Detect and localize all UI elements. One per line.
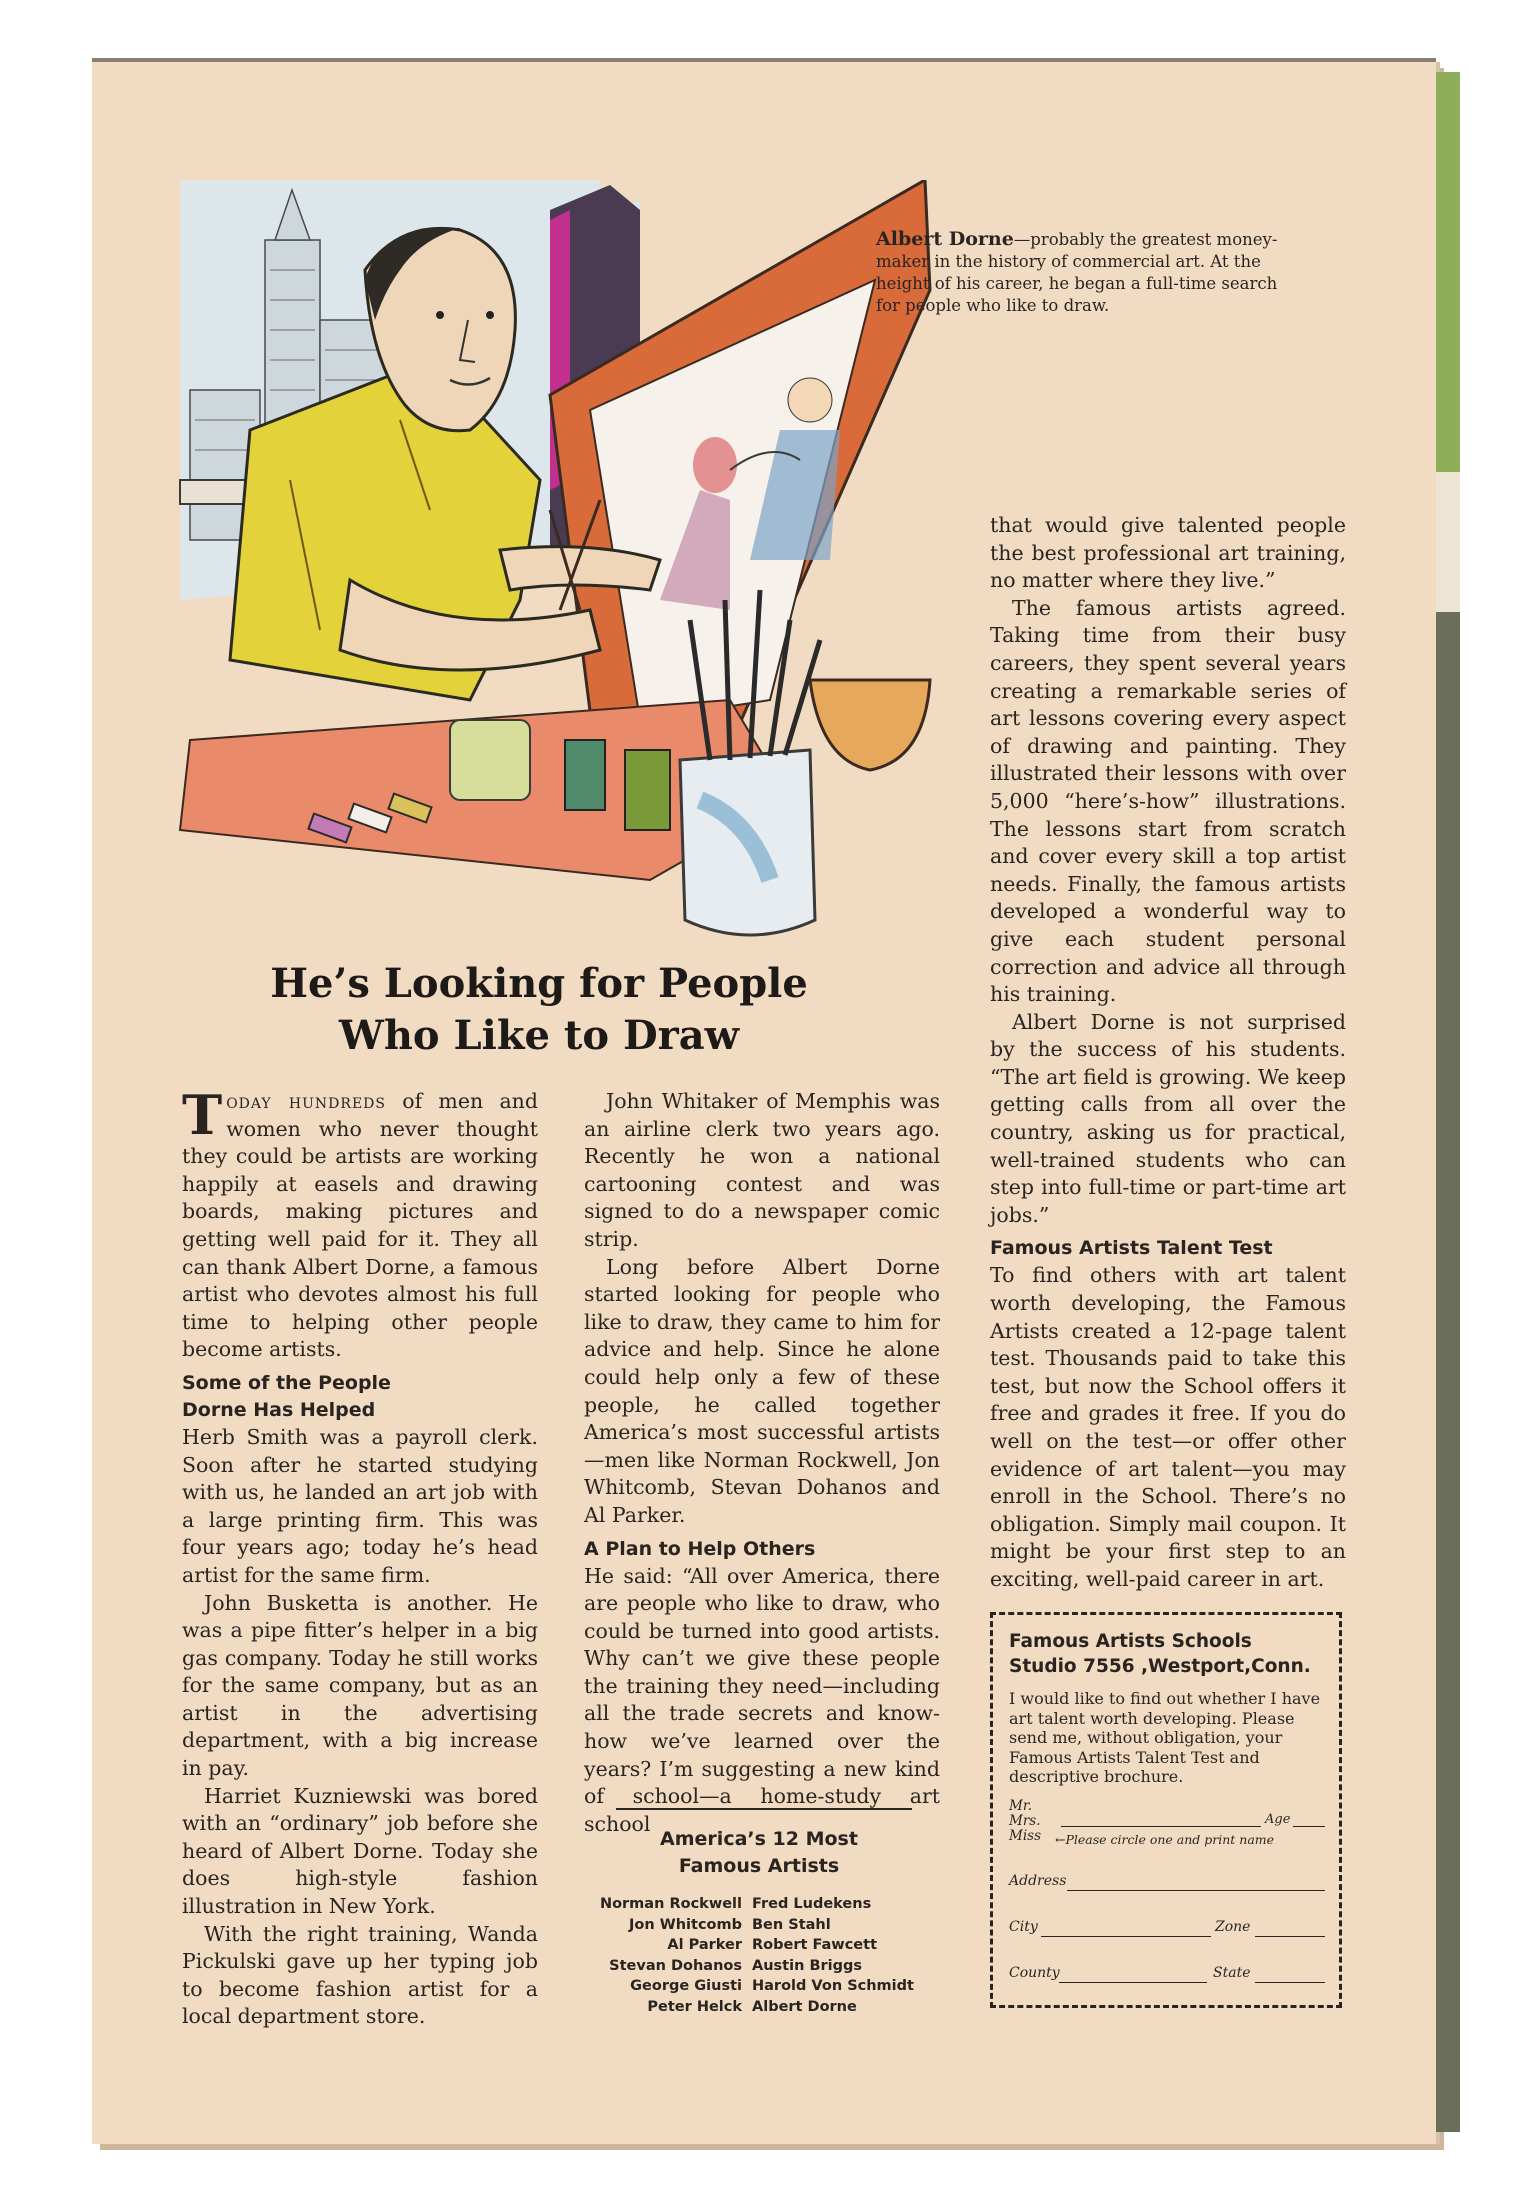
divider-rule <box>616 1808 912 1810</box>
artist-name: Ben Stahl <box>752 1916 831 1933</box>
coupon-studio-address: Studio 7556 ,Westport,Conn. <box>1009 1656 1311 1677</box>
paragraph-that-would-give: that would give talented people the best professional art training, no matter where they live.” <box>990 513 1346 593</box>
zone-label: Zone <box>1215 1918 1251 1935</box>
subhead-talent-test: Famous Artists Talent Test <box>990 1237 1273 1260</box>
artist-name: Peter Helck <box>647 1998 742 2015</box>
artist-name: Jon Whitcomb <box>629 1916 742 1933</box>
subhead-line-2: Dorne Has Helped <box>182 1398 376 1421</box>
subhead-plan: A Plan to Help Others <box>584 1537 816 1560</box>
age-label: Age <box>1265 1811 1291 1827</box>
mail-coupon[interactable] <box>990 1612 1342 2008</box>
headline-line-2: Who Like to Draw <box>338 1012 740 1059</box>
paragraph-famous-artists-agreed: The famous artists agreed. Taking time from their busy careers, they spent several years creating a remarkable series of art lessons covering every aspect of drawing and painting. They illustrated their lessons with over 5,000 “here’s-how” illustrations. The lessons start from scratch and cover every skill a top artist needs. Finally, the famous artists developed a wonderful way to give each student personal correction and advice all through his training. <box>990 595 1346 1007</box>
paragraph-john-busketta: John Busketta is another. He was a pipe fitter’s helper in a big gas company. Today he still works for the same company, but as an artist in the advertising department, with a big increase in pay. <box>182 1590 538 1781</box>
coupon-body: I would like to find out whether I have art talent worth developing. Please send me, without obligation, your Famous Artists Talent Test and descriptive brochure. <box>1009 1689 1321 1786</box>
artist-name: Norman Rockwell <box>599 1896 742 1912</box>
county-state-field[interactable] <box>1009 1945 1325 1991</box>
artists-box-title <box>584 1826 934 1880</box>
artist-name: George Giusti <box>630 1978 742 1994</box>
paragraph-john-whitaker: John Whitaker of Memphis was an airline clerk two years ago. Recently he won a national cartooning contest and was signed to do a newspaper comic strip. <box>584 1089 940 1251</box>
image-caption <box>876 228 1296 317</box>
salutation-options[interactable] <box>1009 1799 1041 1844</box>
subhead-line-1: Some of the People <box>182 1371 391 1394</box>
headline <box>168 958 910 1062</box>
artist-name: Austin Briggs <box>752 1957 863 1974</box>
artists-title-line-2: Famous Artists <box>678 1855 840 1877</box>
artist-name: Albert Dorne <box>752 1998 857 2015</box>
paragraph-not-surprised: Albert Dorne is not surprised by the success of his students. “The art field is growing. We keep getting calls from all over the country, asking us for practical, well-trained students who can step into full-time or part-time art jobs.” <box>990 1009 1346 1227</box>
column-2 <box>584 1088 940 1838</box>
artists-title-line-1: America’s 12 Most <box>660 1828 858 1850</box>
artist-name: Fred Ludekens <box>752 1896 872 1912</box>
option-mr[interactable]: Mr. <box>1009 1797 1033 1814</box>
county-line[interactable] <box>1059 1982 1207 1983</box>
artists-list <box>580 1894 936 2017</box>
circle-note: ←Please circle one and print name <box>1055 1831 1275 1847</box>
option-mrs[interactable]: Mrs. <box>1009 1812 1041 1829</box>
subhead-some-of-the-people <box>182 1370 538 1424</box>
city-zone-field[interactable] <box>1009 1899 1325 1945</box>
age-line[interactable] <box>1293 1826 1325 1827</box>
column-3 <box>990 512 1346 1594</box>
address-field[interactable] <box>1009 1853 1325 1899</box>
artist-name: Robert Fawcett <box>752 1937 877 1953</box>
caption-name: Albert Dorne <box>876 228 1014 250</box>
headline-line-1: He’s Looking for People <box>270 960 808 1007</box>
address-label: Address <box>1009 1872 1067 1889</box>
intro-text: of men and women who never thought they could be artists are working happily at easels and drawing boards, making pictures and getting well paid for it. They all can thank Albert Dorne, a famous artist who devotes almost his full time to helping other people become artists. <box>182 1089 538 1362</box>
artist-illustration <box>170 180 940 940</box>
spine-green-strip <box>1436 72 1460 472</box>
zone-line[interactable] <box>1255 1936 1325 1937</box>
city-label: City <box>1009 1918 1038 1935</box>
name-line[interactable] <box>1061 1826 1261 1827</box>
option-miss[interactable]: Miss <box>1009 1827 1041 1844</box>
paragraph-wanda: With the right training, Wanda Pickulski gave up her typing job to become fashion artist for a local department store. <box>182 1921 538 2029</box>
paragraph-talent-test: To find others with art talent worth developing, the Famous Artists created a 12-page talent test. Thousands paid to take this test, but now the School offers it free and grades it free. If you do well on the test—or offer other evidence of art talent—you may enroll in the School. There’s no obligation. Simply mail coupon. It might be your first step to an exciting, well-paid career in art. <box>990 1263 1346 1591</box>
state-label: State <box>1213 1964 1251 1981</box>
city-line[interactable] <box>1041 1936 1211 1937</box>
paragraph-herb-smith: Herb Smith was a payroll clerk. Soon after he started studying with us, he landed an art job with a large printing firm. This was four years ago; today he’s head artist for the same firm. <box>182 1424 538 1587</box>
paragraph-long-before: Long before Albert Dorne started looking for people who like to draw, they came to him for advice and help. Since he alone could help only a few of these people, he called together America’s most successful artists—men like Norman Rockwell, Jon Whitcomb, Stevan Dohanos and Al Parker. <box>584 1254 940 1527</box>
column-1 <box>182 1083 538 2031</box>
coupon-school-name: Famous Artists Schools <box>1009 1631 1252 1652</box>
intro-paragraph <box>182 1083 538 1364</box>
name-field[interactable] <box>1009 1799 1325 1853</box>
address-line[interactable] <box>1067 1890 1325 1891</box>
state-line[interactable] <box>1255 1982 1325 1983</box>
small-caps-lead: oday hundreds <box>226 1089 386 1113</box>
spine-cream-strip <box>1436 472 1460 612</box>
artist-name: Stevan Dohanos <box>609 1957 742 1974</box>
artist-name: Harold Von Schmidt <box>752 1978 914 1994</box>
county-label: County <box>1009 1964 1060 1981</box>
artist-name: Al Parker <box>667 1937 742 1953</box>
paragraph-he-said: He said: “All over America, there are people who like to draw, who could be turned into good artists. Why can’t we give these people the training they need—including all the trade secrets and know-how we’ve learned over the years? I’m suggesting a new kind of school—a home-study art school <box>584 1563 940 1836</box>
caption-text: —probably the greatest money-maker in the history of commercial art. At the height of his career, he began a full-time search for people who like to draw. <box>876 230 1278 315</box>
paragraph-harriet: Harriet Kuzniewski was bored with an “ordinary” job before she heard of Albert Dorne. Today she does high-style fashion illustration in New York. <box>182 1783 538 1919</box>
drop-cap: T <box>182 1083 223 1147</box>
